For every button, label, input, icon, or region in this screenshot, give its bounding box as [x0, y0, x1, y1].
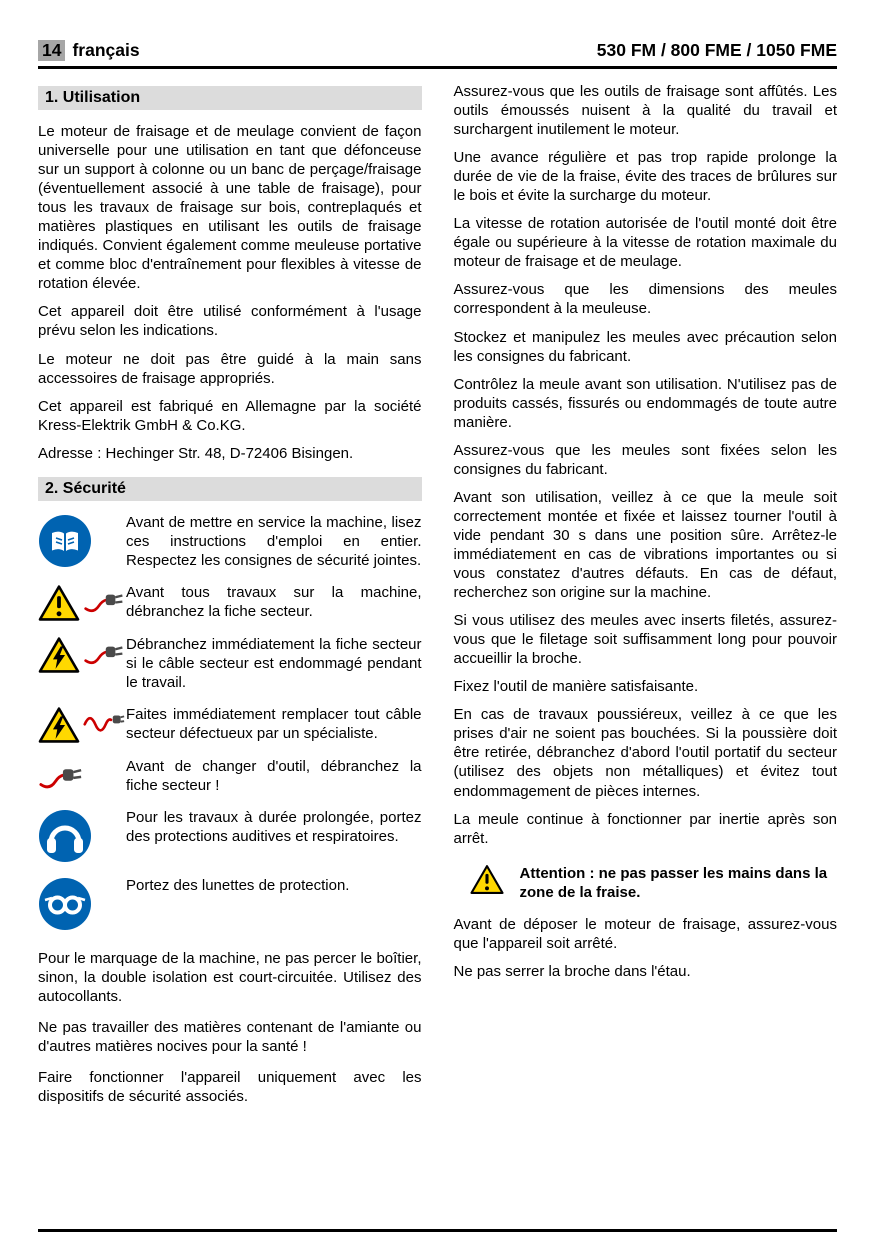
paragraph: Ne pas serrer la broche dans l'étau.: [453, 962, 691, 980]
paragraph: Le moteur ne doit pas être guidé à la main sans accessoires de fraisage appropriés.: [38, 350, 422, 387]
safety-icon-box: [38, 757, 126, 795]
safety-text: Avant de mettre en service la machine, lisez ces instructions d'emploi en entier. Respectez les consignes de sécurité jointes.: [126, 513, 422, 569]
safety-icon-box: [38, 808, 126, 863]
safety-text: Pour les travaux à durée prolongée, portez des protections auditives et respiratoires.: [126, 809, 422, 846]
bottom-rule: [38, 1229, 837, 1232]
paragraph: Avant de déposer le moteur de fraisage, assurez-vous que l'appareil soit arrêté.: [453, 915, 837, 952]
unplug-icon: [83, 584, 125, 614]
page-number: 14: [38, 40, 65, 61]
paragraph: Si vous utilisez des meules avec inserts filetés, assurez-vous que le filetage soit suffisamment long pour pouvoir accueillir la broche.: [453, 612, 837, 668]
safety-item: [38, 705, 422, 744]
safety-text: Avant tous travaux sur la machine, débranchez la fiche secteur.: [126, 583, 422, 620]
paragraph: Ne pas travailler des matières contenant de l'amiante ou d'autres matières nocives pour la santé !: [38, 1019, 422, 1056]
paragraph: Avant son utilisation, veillez à ce que la meule soit correctement montée et fixée et laissez tourner l'outil à vide pendant 30 s dans une position sûre. Arrêtez-le immédiatement en cas de vibrations importantes ou si vous constatez d'autres défauts. En cas de défaut, recherchez son origine sur la machine.: [453, 488, 837, 602]
warning-exclamation-icon: [38, 584, 80, 622]
safety-item: [38, 876, 422, 931]
section-title-securite: 2. Sécurité: [38, 477, 422, 501]
safety-item: [38, 583, 422, 622]
safety-text: Débranchez immédiatement la fiche secteur si le câble secteur est endommagé pendant le travail.: [126, 635, 422, 691]
safety-item: [38, 757, 422, 795]
warning-lightning-icon: [38, 636, 80, 674]
paragraph: Une avance régulière et pas trop rapide prolonge la durée de vie de la fraise, évite des traces de brûlures sur le bois et évite la surcharge du moteur.: [453, 149, 837, 205]
attention-note: [454, 864, 838, 903]
language-label: français: [72, 40, 140, 60]
warning-lightning-icon: [38, 706, 80, 744]
header-left: [38, 40, 140, 61]
safety-icon-box: [38, 705, 126, 744]
paragraph: Assurez-vous que les meules sont fixées selon les consignes du fabricant.: [453, 441, 837, 478]
section-title-utilisation: 1. Utilisation: [38, 86, 422, 110]
read-manual-icon: [38, 514, 92, 568]
unplug-icon: [83, 636, 125, 666]
warning-exclamation-icon: [470, 864, 504, 895]
safety-icon-box: [38, 635, 126, 692]
safety-icon-box: [38, 513, 126, 570]
paragraph: Contrôlez la meule avant son utilisation. N'utilisez pas de produits cassés, fissurés ou endommagés de toute autre manière.: [453, 375, 837, 431]
paragraph: Faire fonctionner l'appareil uniquement avec les dispositifs de sécurité associés.: [38, 1069, 422, 1106]
safety-text: Faites immédiatement remplacer tout câble secteur défectueux par un spécialiste.: [126, 706, 422, 743]
paragraph: La meule continue à fonctionner par inertie après son arrêt.: [453, 810, 837, 847]
safety-item: [38, 513, 422, 570]
page-header: [38, 40, 837, 69]
paragraph: Adresse : Hechinger Str. 48, D-72406 Bisingen.: [38, 444, 354, 462]
paragraph: Pour le marquage de la machine, ne pas percer le boîtier, sinon, la double isolation est court-circuitée. Utilisez des autocollants.: [38, 950, 422, 1006]
safety-icon-box: [38, 876, 126, 931]
unplug-icon: [38, 758, 84, 790]
safety-text: Avant de changer d'outil, débranchez la fiche secteur !: [126, 758, 422, 795]
paragraph: En cas de travaux poussiéreux, veillez à ce que les prises d'air ne soient pas bouchées. Si la poussière doit être retirée, débranchez d'abord l'outil portatif du secteur (utilisez des objets non métalliques) et évitez tout endommagement de pièces internes.: [453, 706, 837, 800]
paragraph: Fixez l'outil de manière satisfaisante.: [453, 678, 699, 696]
paragraph: Cet appareil est fabriqué en Allemagne par la société Kress-Elektrik GmbH & Co.KG.: [38, 397, 422, 434]
paragraph: Cet appareil doit être utilisé conformément à l'usage prévu selon les indications.: [38, 303, 422, 340]
safety-icon-box: [38, 583, 126, 622]
safety-text: Portez des lunettes de protection.: [126, 877, 350, 895]
paragraph: Assurez-vous que les outils de fraisage sont affûtés. Les outils émoussés nuisent à la qualité du travail et surchargent inutilement le moteur.: [453, 83, 837, 139]
paragraph: Le moteur de fraisage et de meulage convient de façon universelle pour une utilisation en tant que défonceuse sur un support à colonne ou un banc de perçage/fraisage (éventuellement associé à une table de fraisage), pour tous les travaux de fraisage sur bois, contreplaqués et matières plastiques en utilisant les outils de fraisage indiqués. Convient également comme meuleuse portative et comme bloc d'entraînement pour flexibles à vitesse de rotation élevée.: [38, 123, 422, 293]
paragraph: Stockez et manipulez les meules avec précaution selon les consignes du fabricant.: [453, 328, 837, 365]
paragraph: La vitesse de rotation autorisée de l'outil monté doit être égale ou supérieure à la vitesse de rotation maximale du moteur de fraisage et de meulage.: [453, 215, 837, 271]
ear-protection-icon: [38, 809, 92, 863]
left-column: [38, 82, 422, 1115]
model-numbers: 530 FM / 800 FME / 1050 FME: [596, 40, 837, 60]
attention-text: Attention : ne pas passer les mains dans la zone de la fraise.: [519, 864, 828, 902]
safety-goggles-icon: [38, 877, 92, 931]
paragraph: Assurez-vous que les dimensions des meules correspondent à la meuleuse.: [453, 281, 837, 318]
safety-item: [38, 808, 422, 863]
content-columns: [38, 82, 837, 1115]
safety-item: [38, 635, 422, 692]
damaged-cable-icon: [83, 706, 125, 732]
right-column: [454, 82, 838, 1115]
